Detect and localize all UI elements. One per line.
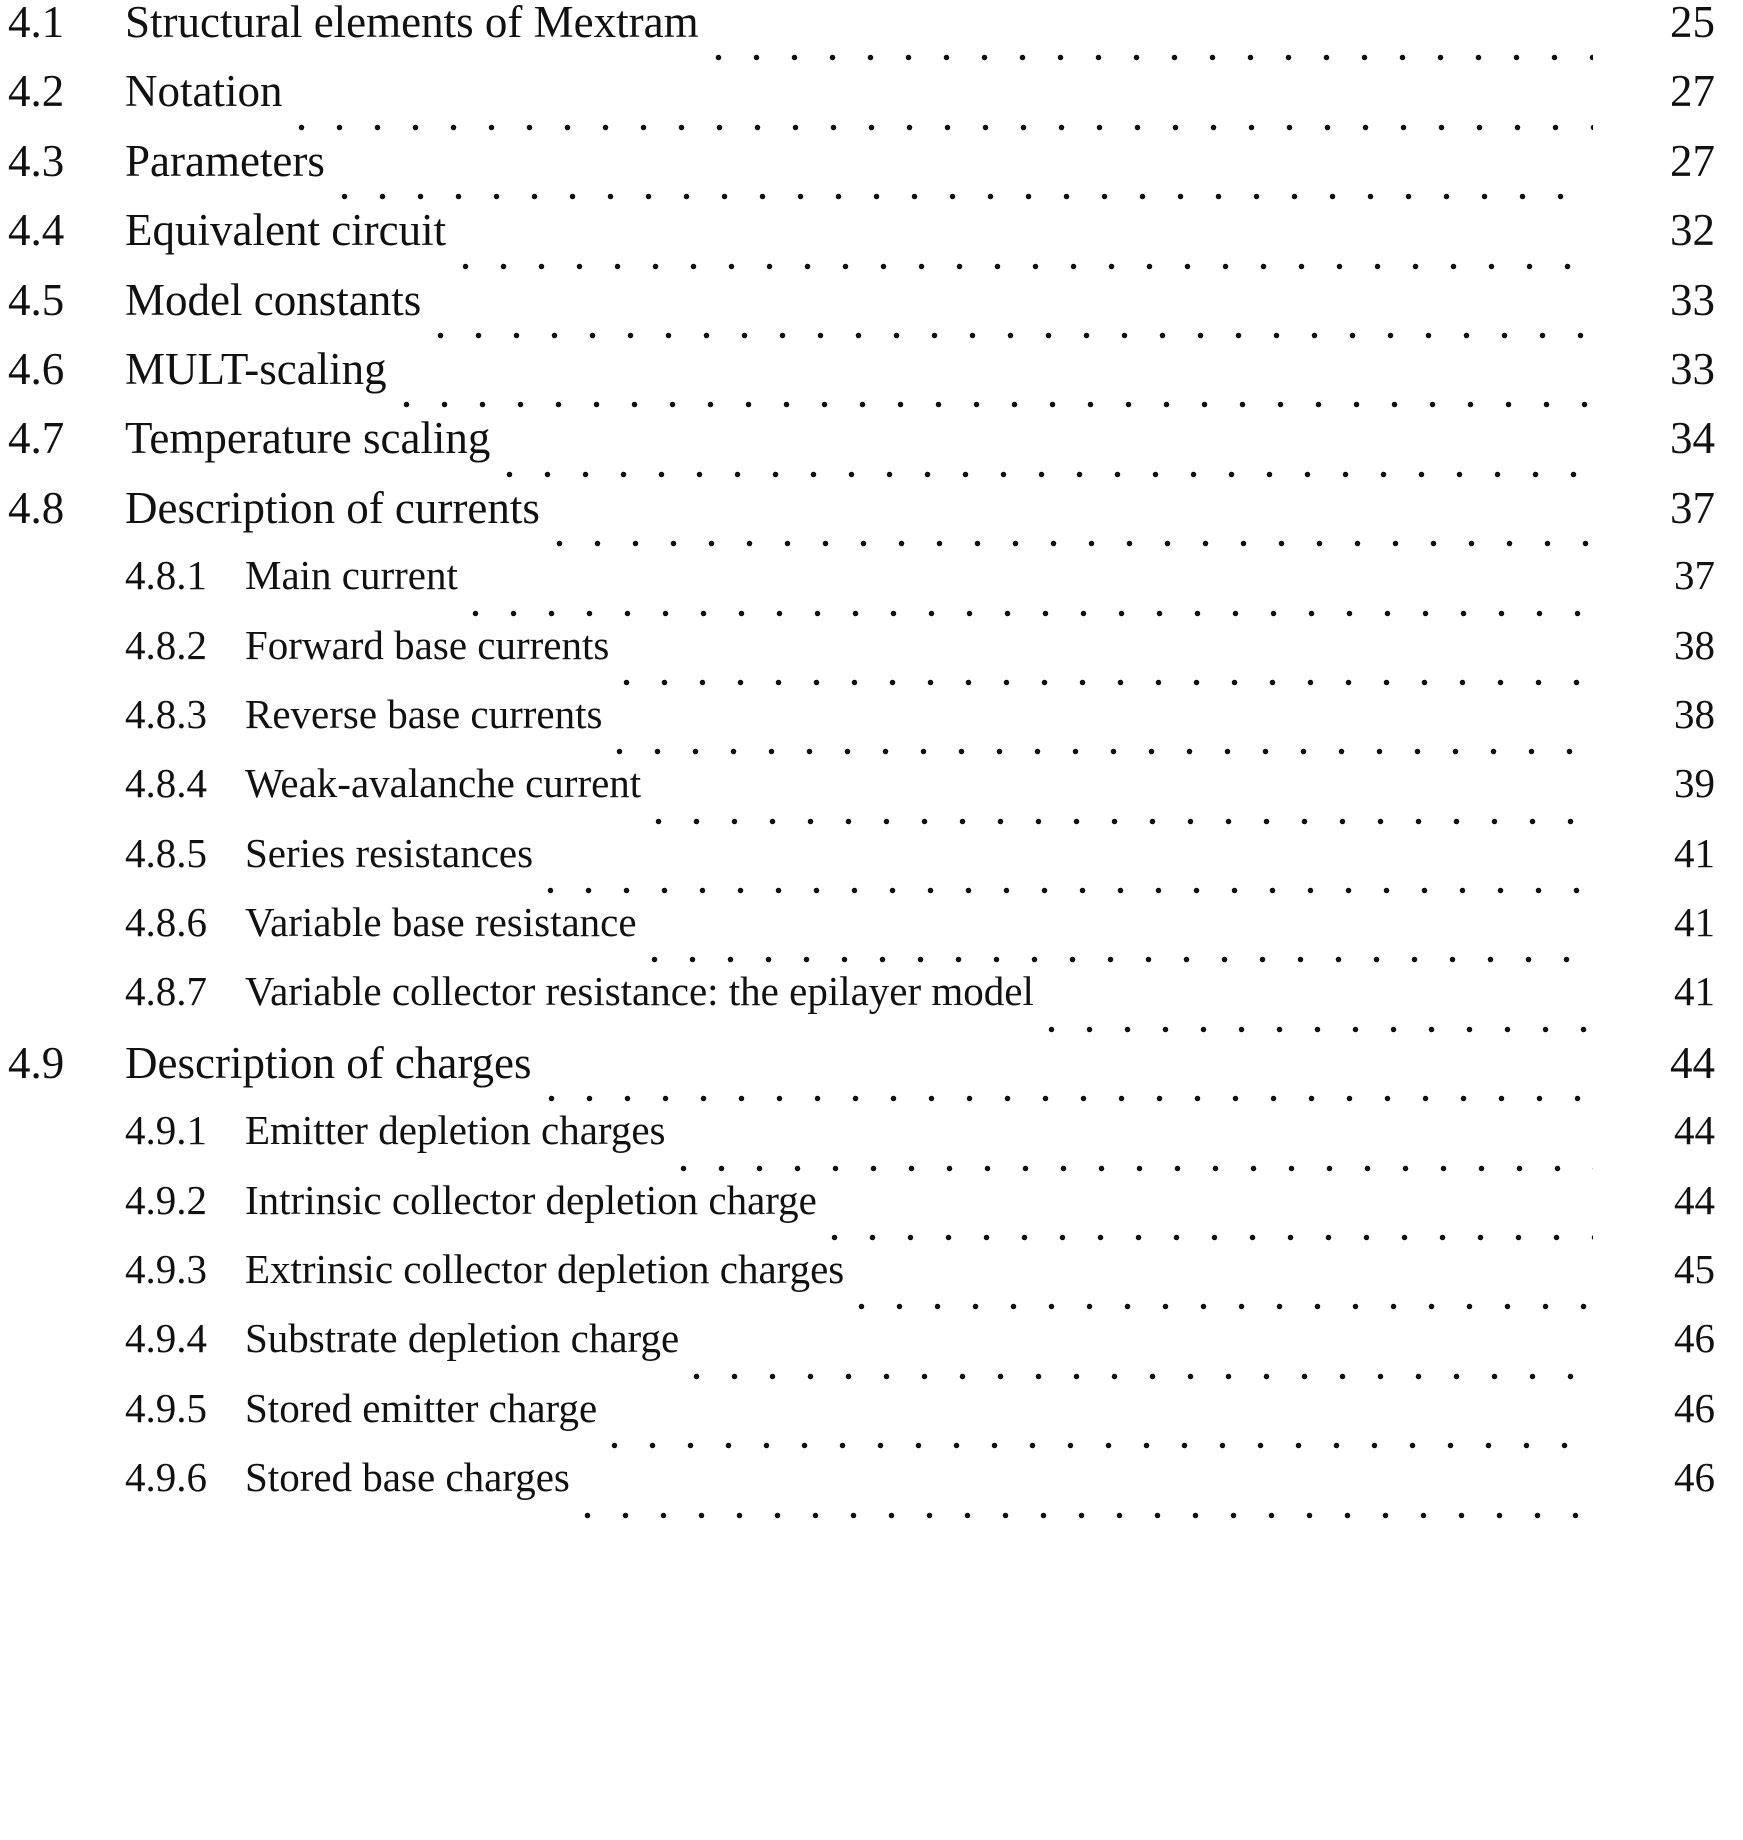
toc-entry[interactable] <box>0 829 1743 902</box>
toc-entry-number: 4.1 <box>8 0 65 47</box>
toc-entry-title: Structural elements of Mextram <box>125 0 699 47</box>
toc-entry-title: Intrinsic collector depletion charge <box>245 1176 817 1223</box>
toc-entry-title: Model constants <box>125 274 422 325</box>
toc-entry-page-number: 41 <box>1674 899 1715 946</box>
toc-entry[interactable] <box>0 760 1743 832</box>
toc-entry-page-number: 45 <box>1674 1246 1715 1293</box>
toc-entry-page-number: 38 <box>1674 621 1715 668</box>
toc-entry-page-number: 41 <box>1674 829 1715 876</box>
toc-entry[interactable] <box>0 1107 1743 1179</box>
toc-entry-number: 4.9.5 <box>125 1384 207 1431</box>
toc-entry-title: Main current <box>245 552 458 599</box>
toc-entry-page-number: 33 <box>1670 343 1715 394</box>
toc-entry-page-number: 37 <box>1670 482 1715 533</box>
toc-entry-title: Reverse base currents <box>245 690 603 737</box>
toc-entry[interactable] <box>0 1176 1743 1249</box>
toc-entry-title: Series resistances <box>245 829 534 876</box>
toc-entry-title: Temperature scaling <box>125 413 491 464</box>
toc-entry-number: 4.9 <box>8 1037 65 1088</box>
toc-entry-title: Stored emitter charge <box>245 1384 598 1431</box>
toc-entry-number: 4.7 <box>8 413 65 464</box>
toc-entry-title: Extrinsic collector depletion charges <box>245 1246 845 1293</box>
dot-leader <box>858 1303 1593 1311</box>
dot-leader <box>693 1373 1593 1381</box>
toc-entry[interactable] <box>0 0 1743 69</box>
toc-entry-title: Description of charges <box>125 1037 532 1088</box>
toc-entry[interactable] <box>0 1384 1743 1457</box>
toc-entry-number: 4.6 <box>8 343 65 394</box>
toc-entry-page-number: 34 <box>1670 413 1715 464</box>
toc-entry[interactable] <box>0 1246 1743 1318</box>
toc-entry-number: 4.5 <box>8 274 65 325</box>
toc-entry-number: 4.9.3 <box>125 1246 207 1293</box>
toc-entry-title: Equivalent circuit <box>125 205 447 256</box>
toc-entry-title: Substrate depletion charge <box>245 1315 680 1362</box>
dot-leader <box>556 540 1593 548</box>
dot-leader <box>341 193 1593 201</box>
dot-leader <box>547 887 1593 895</box>
dot-leader <box>472 610 1593 618</box>
dot-leader <box>1048 1026 1593 1034</box>
dot-leader <box>584 1512 1593 1520</box>
toc-entry[interactable] <box>0 413 1743 485</box>
toc-entry-number: 4.9.6 <box>125 1454 207 1501</box>
toc-entry-page-number: 44 <box>1674 1107 1715 1154</box>
toc-entry-title: Stored base charges <box>245 1454 570 1501</box>
toc-entry-number: 4.8.7 <box>125 968 207 1015</box>
toc-entry-page-number: 25 <box>1670 0 1715 47</box>
toc-entry[interactable] <box>0 274 1743 347</box>
dot-leader <box>462 263 1593 271</box>
toc-entry-number: 4.9.1 <box>125 1107 207 1154</box>
toc-entry-page-number: 27 <box>1670 135 1715 186</box>
toc-entry-title: Notation <box>125 66 283 117</box>
toc-entry-page-number: 39 <box>1674 760 1715 807</box>
toc-entry-title: Variable base resistance <box>245 899 637 946</box>
toc-entry-number: 4.8.1 <box>125 552 207 599</box>
toc-entry-title: Emitter depletion charges <box>245 1107 666 1154</box>
toc-entry-number: 4.8.2 <box>125 621 207 668</box>
toc-entry[interactable] <box>0 621 1743 694</box>
toc-entry-number: 4.9.2 <box>125 1176 207 1223</box>
toc-entry-page-number: 46 <box>1674 1315 1715 1362</box>
dot-leader <box>616 748 1593 756</box>
toc-entry-number: 4.2 <box>8 66 65 117</box>
dot-leader <box>651 956 1593 964</box>
dot-leader <box>831 1234 1593 1242</box>
toc-entry-page-number: 38 <box>1674 690 1715 737</box>
toc-entry-title: Weak-avalanche current <box>245 760 642 807</box>
toc-entry[interactable] <box>0 343 1743 416</box>
toc-entry[interactable] <box>0 1454 1743 1526</box>
toc-entry[interactable] <box>0 482 1743 555</box>
toc-entry-title: Description of currents <box>125 482 540 533</box>
toc-entry[interactable] <box>0 968 1743 1040</box>
toc-entry-page-number: 46 <box>1674 1454 1715 1501</box>
toc-entry-page-number: 41 <box>1674 968 1715 1015</box>
dot-leader <box>298 124 1593 132</box>
toc-entry[interactable] <box>0 135 1743 208</box>
toc-entry-page-number: 37 <box>1674 552 1715 599</box>
toc-entry-title: Variable collector resistance: the epilayer model <box>245 968 1034 1015</box>
dot-leader <box>506 471 1593 479</box>
dot-leader <box>680 1165 1594 1173</box>
toc-entry-page-number: 33 <box>1670 274 1715 325</box>
toc-entry-number: 4.8.3 <box>125 690 207 737</box>
toc-entry-page-number: 44 <box>1674 1176 1715 1223</box>
toc-entry[interactable] <box>0 1037 1743 1110</box>
toc-entry-page-number: 32 <box>1670 205 1715 256</box>
dot-leader <box>403 401 1593 409</box>
toc-entry[interactable] <box>0 1315 1743 1387</box>
toc-entry-page-number: 46 <box>1674 1384 1715 1431</box>
toc-entry[interactable] <box>0 205 1743 277</box>
dot-leader <box>715 54 1593 62</box>
dot-leader <box>437 332 1593 340</box>
toc-entry-title: Forward base currents <box>245 621 610 668</box>
toc-entry[interactable] <box>0 552 1743 624</box>
toc-entry-number: 4.8 <box>8 482 65 533</box>
toc-entry-page-number: 27 <box>1670 66 1715 117</box>
dot-leader <box>611 1442 1593 1450</box>
toc-entry-title: MULT-scaling <box>125 343 387 394</box>
toc-entry-number: 4.8.4 <box>125 760 207 807</box>
toc-entry[interactable] <box>0 690 1743 763</box>
toc-entry-number: 4.4 <box>8 205 65 256</box>
toc-entry-number: 4.9.4 <box>125 1315 207 1362</box>
toc-entry[interactable] <box>0 66 1743 138</box>
toc-entry-number: 4.3 <box>8 135 65 186</box>
dot-leader <box>623 679 1593 687</box>
toc-entry-title: Parameters <box>125 135 325 186</box>
toc-entry[interactable] <box>0 899 1743 971</box>
dot-leader <box>655 818 1593 826</box>
toc-entry-number: 4.8.6 <box>125 899 207 946</box>
toc-entry-number: 4.8.5 <box>125 829 207 876</box>
dot-leader <box>548 1095 1593 1103</box>
toc-entry-page-number: 44 <box>1670 1037 1715 1088</box>
